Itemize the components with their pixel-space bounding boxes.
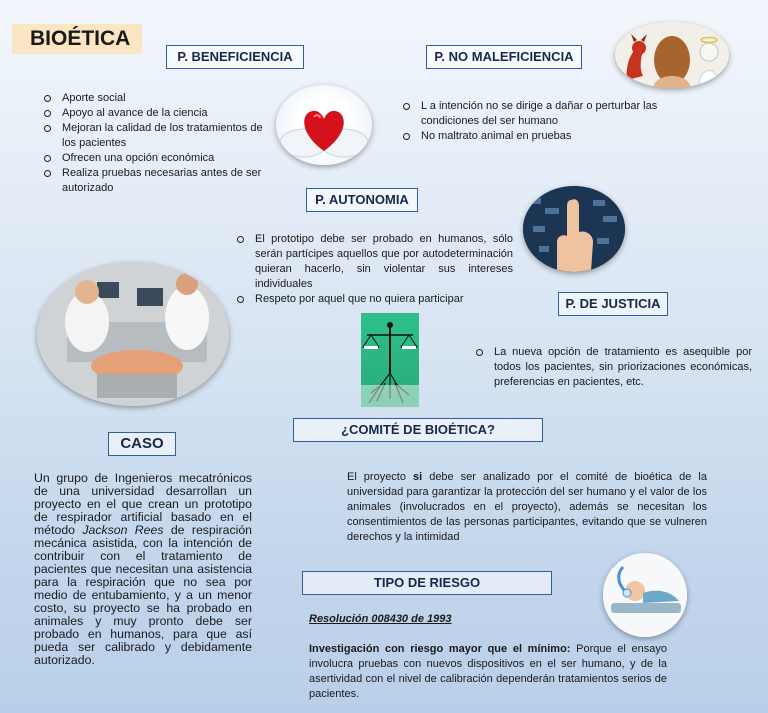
list-item: Ofrecen una opción económica <box>44 151 276 166</box>
heading-justicia: P. DE JUSTICIA <box>558 292 668 316</box>
comite-text: El proyecto si debe ser analizado por el comité de bioética de la universidad para garantizar la protección del ser humano y el valor de los animales (involucrados en el proyecto), además se necesitan los consentimientos de las personas participantes, evitando que se vulneren derechos y la intimidad <box>347 471 707 543</box>
heading-no-maleficiencia: P. NO MALEFICIENCIA <box>426 45 582 69</box>
angel-devil-icon <box>615 22 729 88</box>
hands-heart-icon <box>276 85 372 165</box>
list-item: No maltrato animal en pruebas <box>403 129 678 144</box>
list-item: La nueva opción de tratamiento es asequible por todos los pacientes, sin priorizaciones económicas, preferencias en pacientes, etc. <box>476 345 752 390</box>
patient-ventilator-icon <box>603 553 687 637</box>
autonomia-list <box>237 232 513 307</box>
resolucion-text: Resolución 008430 de 1993 <box>309 613 452 625</box>
heading-tipo-riesgo: TIPO DE RIESGO <box>302 571 552 595</box>
list-item: Aporte social <box>44 91 276 106</box>
beneficiencia-list <box>44 91 276 196</box>
riesgo-text: Investigación con riesgo mayor que el mínimo: Porque el ensayo involucra pruebas con nuevos dispositivos en el ser humano, y de la asertividad con el nivel de calibración dependerán tratamientos serios de pacientes. <box>309 643 667 700</box>
page-title: BIOÉTICA <box>12 24 142 54</box>
heading-autonomia: P. AUTONOMIA <box>306 188 418 212</box>
justicia-list <box>476 345 752 390</box>
caso-text: Un grupo de Ingenieros mecatrónicos de una universidad desarrollan un proyecto en el que crean un prototipo de respirador artificial basado en el método Jackson Rees de respiración mecánica asistida, con la intención de contribuir con el tratamiento de pacientes que necesitan una asistencia para la respiración que no sea por medio de entubamiento, y a un menor costo, su proyecto se ha probado en animales y muy pronto debe ser probado en humanos, para que así pueda ser calibrado y debidamente autorizado. <box>34 471 253 667</box>
heading-caso: CASO <box>108 432 176 456</box>
touch-finger-icon <box>523 186 625 272</box>
list-item: El prototipo debe ser probado en humanos, sólo serán partícipes aquellos que por autodeterminación quieran hacerlo, sin violentar sus intereses individuales <box>237 232 513 292</box>
justice-scale-icon <box>361 313 419 407</box>
list-item: L a intención no se dirige a dañar o perturbar las condiciones del ser humano <box>403 99 678 129</box>
heading-beneficiencia: P. BENEFICIENCIA <box>166 45 304 69</box>
list-item: Respeto por aquel que no quiera participar <box>237 292 513 307</box>
list-item: Mejoran la calidad de los tratamientos de los pacientes <box>44 121 276 151</box>
list-item: Realiza pruebas necesarias antes de ser autorizado <box>44 166 276 196</box>
heading-comite: ¿COMITÉ DE BIOÉTICA? <box>293 418 543 442</box>
no-maleficiencia-list <box>403 99 678 144</box>
lab-photo <box>37 262 229 406</box>
list-item: Apoyo al avance de la ciencia <box>44 106 276 121</box>
